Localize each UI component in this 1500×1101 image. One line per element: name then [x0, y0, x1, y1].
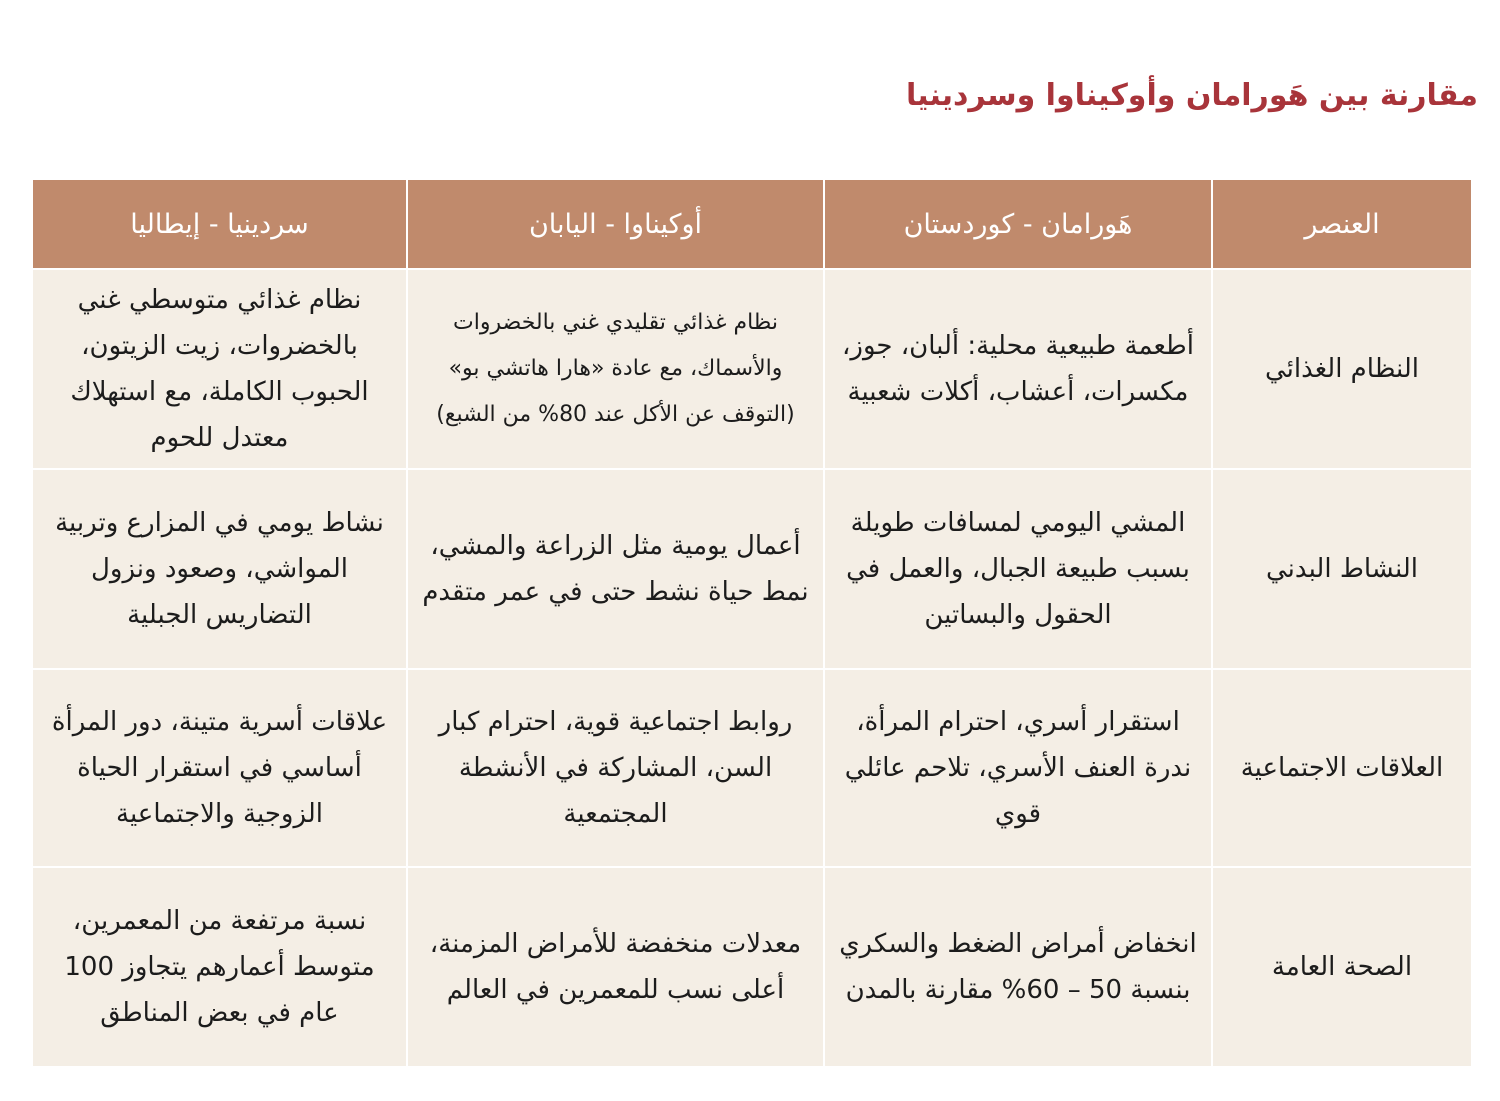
table-row-physical-activity: [32, 469, 1472, 669]
comparison-table: [31, 178, 1473, 1068]
comparison-table-container: [33, 178, 1473, 1068]
cell-element: النشاط البدني: [1212, 469, 1472, 669]
cell-hawraman: أطعمة طبيعية محلية: ألبان، جوز، مكسرات، أعشاب، أكلات شعبية: [824, 269, 1212, 469]
header-okinawa: أوكيناوا - اليابان: [407, 179, 824, 269]
table-header-row: [32, 179, 1472, 269]
cell-okinawa: روابط اجتماعية قوية، احترام كبار السن، المشاركة في الأنشطة المجتمعية: [407, 669, 824, 867]
cell-hawraman: انخفاض أمراض الضغط والسكري بنسبة 50 – 60% مقارنة بالمدن: [824, 867, 1212, 1067]
cell-sardinia: نشاط يومي في المزارع وتربية المواشي، وصعود ونزول التضاريس الجبلية: [32, 469, 407, 669]
cell-okinawa: معدلات منخفضة للأمراض المزمنة، أعلى نسب للمعمرين في العالم: [407, 867, 824, 1067]
cell-okinawa: أعمال يومية مثل الزراعة والمشي، نمط حياة نشط حتى في عمر متقدم: [407, 469, 824, 669]
cell-sardinia: نسبة مرتفعة من المعمرين، متوسط أعمارهم يتجاوز 100 عام في بعض المناطق: [32, 867, 407, 1067]
cell-element: الصحة العامة: [1212, 867, 1472, 1067]
cell-element: النظام الغذائي: [1212, 269, 1472, 469]
header-sardinia: سردينيا - إيطاليا: [32, 179, 407, 269]
header-hawraman: هَورامان - كوردستان: [824, 179, 1212, 269]
cell-hawraman: المشي اليومي لمسافات طويلة بسبب طبيعة الجبال، والعمل في الحقول والبساتين: [824, 469, 1212, 669]
cell-hawraman: استقرار أسري، احترام المرأة، ندرة العنف الأسري، تلاحم عائلي قوي: [824, 669, 1212, 867]
cell-okinawa: نظام غذائي تقليدي غني بالخضروات والأسماك، مع عادة «هارا هاتشي بو» (التوقف عن الأكل عند 80% من الشبع): [407, 269, 824, 469]
cell-sardinia: علاقات أسرية متينة، دور المرأة أساسي في استقرار الحياة الزوجية والاجتماعية: [32, 669, 407, 867]
cell-element: العلاقات الاجتماعية: [1212, 669, 1472, 867]
table-row-diet: [32, 269, 1472, 469]
page-title: مقارنة بين هَورامان وأوكيناوا وسردينيا: [906, 78, 1478, 113]
header-element: العنصر: [1212, 179, 1472, 269]
table-row-social-relations: [32, 669, 1472, 867]
cell-sardinia: نظام غذائي متوسطي غني بالخضروات، زيت الزيتون، الحبوب الكاملة، مع استهلاك معتدل للحوم: [32, 269, 407, 469]
table-row-public-health: [32, 867, 1472, 1067]
